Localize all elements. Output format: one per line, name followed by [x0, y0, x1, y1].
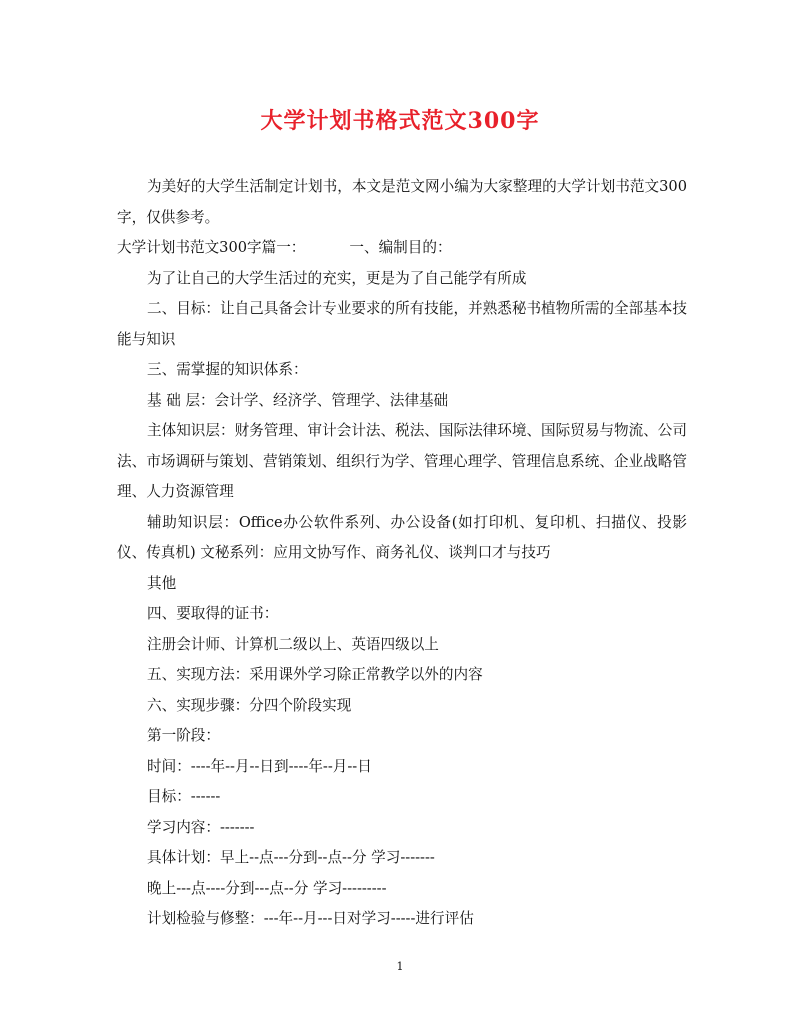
- paragraph-plan-evening: 晚上---点----分到---点--分 学习---------: [147, 879, 387, 897]
- paragraph-target: 目标：------: [147, 788, 221, 805]
- paragraph-aux-layer: 辅助知识层：Office办公软件系列、办公设备(如打印机、复印机、扫描仪、投影仪、传真机) 文秘系列：应用文协写作、商务礼仪、谈判口才与技巧: [117, 513, 687, 561]
- paragraph-main-layer: 主体知识层：财务管理、审计会计法、税法、国际法律环境、国际贸易与物流、公司法、市场调研与策划、营销策划、组织行为学、管理心理学、管理信息系统、企业战略管理、人力资源管理: [117, 422, 687, 500]
- paragraph-certificates-heading: 四、要取得的证书：: [147, 605, 279, 622]
- heading-1: 一、编制目的：: [349, 239, 452, 256]
- page-title: 大学计划书格式范文300字: [260, 108, 540, 134]
- section-heading-line: [117, 233, 687, 264]
- page-number: 1: [396, 960, 404, 973]
- paragraph-content: 学习内容：-------: [147, 818, 255, 836]
- paragraph-stage-1: 第一阶段：: [147, 727, 220, 744]
- document-body: [117, 172, 687, 935]
- paragraph-plan-morning: 具体计划：早上--点---分到--点--分 学习-------: [147, 849, 435, 866]
- paragraph-goal: 二、目标：让自己具备会计专业要求的所有技能，并熟悉秘书植物所需的全部基本技能与知识: [117, 300, 687, 348]
- paragraph-steps: 六、实现步骤：分四个阶段实现: [147, 696, 352, 714]
- paragraph-certificates: 注册会计师、计算机二级以上、英语四级以上: [147, 635, 439, 653]
- paragraph-time: 时间：----年--月--日到----年--月--日: [147, 757, 372, 775]
- paragraph-base-layer: 基 础 层：会计学、经济学、管理学、法律基础: [147, 391, 449, 409]
- section-heading: 大学计划书范文300字篇一：: [117, 239, 306, 256]
- intro-paragraph: 为美好的大学生活制定计划书，本文是范文网小编为大家整理的大学计划书范文300字，仅供参考。: [117, 178, 687, 226]
- paragraph-other: 其他: [147, 574, 177, 592]
- paragraph-purpose: 为了让自己的大学生活过的充实，更是为了自己能学有所成: [147, 269, 527, 287]
- paragraph-method: 五、实现方法：采用课外学习除正常教学以外的内容: [147, 666, 483, 683]
- paragraph-review: 计划检验与修整：---年--月---日对学习-----进行评估: [147, 910, 474, 927]
- paragraph-knowledge-heading: 三、需掌握的知识体系：: [147, 361, 308, 378]
